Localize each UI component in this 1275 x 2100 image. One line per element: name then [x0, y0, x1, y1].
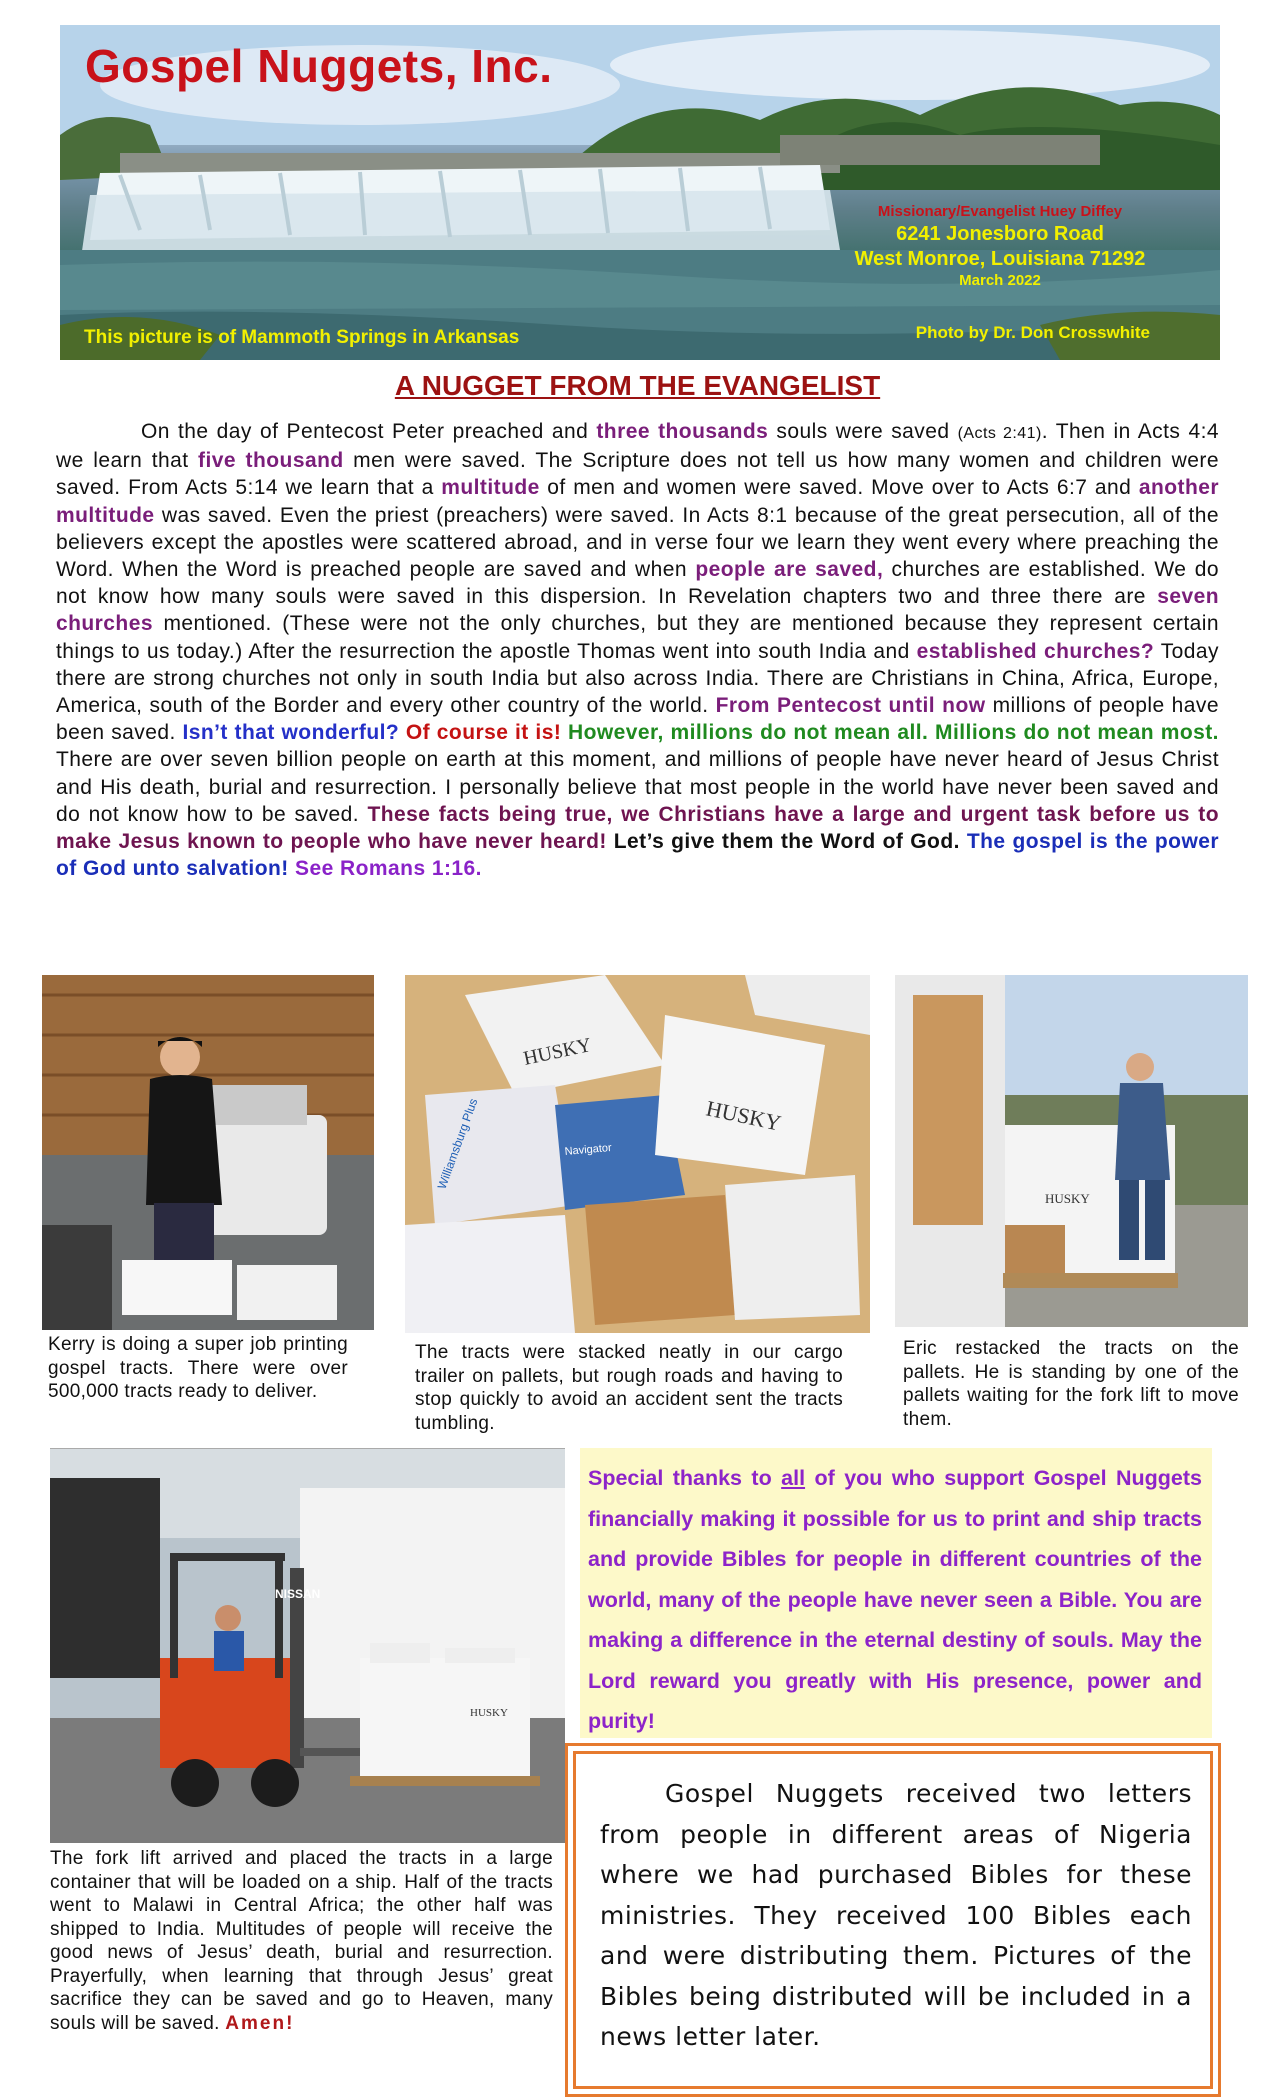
- caption-forklift: [50, 1847, 553, 2035]
- thanks-text: [588, 1458, 1202, 1742]
- article-text: was saved. Even the priest (preachers) were saved. In Acts 8:1 because of the great persecution, all of the believers except the apostles were scattered abroad, and in verse four we learn they went every where preaching the Word. When the Word is preached people are saved and when: [56, 503, 1219, 582]
- caption-forklift-text: The fork lift arrived and placed the tracts in a large container that will be loaded on a ship. Half of the tracts went to Malawi in Central Africa; the other half was shipped to India. Multitudes of people will receive the good news of Jesus’ death, burial and resurrection. Prayerfully, when learning that through Jesus’ great sacrifice they can be saved and go to Heaven, many souls will be saved.: [50, 1848, 553, 2034]
- article-highlight: Of course it is!: [405, 721, 562, 745]
- article-text: souls were saved: [768, 420, 958, 443]
- article-highlight: people are saved,: [695, 558, 884, 582]
- navigator-label: Navigator: [564, 1141, 613, 1158]
- article-highlight: three thousands: [596, 420, 769, 443]
- article-text: . Then in Acts 4:4 we learn that: [56, 420, 1220, 473]
- article-highlight: established churches?: [916, 639, 1155, 663]
- article-highlight: The gospel is the power of God unto salvation!: [56, 830, 1219, 881]
- thanks-text-part2: of you who support Gospel Nuggets financially making it possible for us to print and ship tracts and provide Bibles for people in different countries of the world, many of the people have never seen a Bible. You are making a difference in the eternal destiny of souls. May the Lord reward you greatly with His presence, power and purity!: [588, 1466, 1202, 1733]
- husky-label: HUSKY: [470, 1707, 508, 1719]
- article-text: mentioned. (These were not the only churches, but they are mentioned because they represent certain things to us today.) After the resurrection the apostle Thomas went into south India and: [56, 612, 1219, 663]
- article-text: On the day of Pentecost Peter preached and: [141, 420, 597, 443]
- thanks-emphasis: all: [781, 1466, 806, 1490]
- article-body: [56, 418, 1219, 882]
- photo-credit: Photo by Dr. Don Crosswhite: [915, 323, 1150, 342]
- newsletter-title: Gospel Nuggets, Inc.: [85, 40, 553, 92]
- photo-forklift: [50, 1448, 565, 1843]
- husky-label: HUSKY: [703, 1095, 784, 1136]
- article-text: of men and women were saved. Move over to Acts 6:7 and: [539, 476, 1139, 500]
- photo-tumbled-tracts: [405, 975, 870, 1333]
- article-highlight: Let’s give them the Word of God.: [613, 830, 960, 854]
- article-highlight: See Romans 1:16.: [295, 857, 482, 881]
- city-address: West Monroe, Louisiana 71292: [854, 247, 1146, 270]
- article-highlight: five thousand: [198, 449, 344, 473]
- header-banner: [60, 25, 1220, 360]
- thanks-box: [580, 1448, 1212, 1738]
- picture-caption: This picture is of Mammoth Springs in Arkansas: [84, 327, 520, 348]
- caption-eric: Eric restacked the tracts on the pallets. He is standing by one of the pallets waiting for the fork lift to move them.: [903, 1338, 1239, 1430]
- article-highlight: Isn’t that wonderful?: [182, 721, 400, 745]
- photo-kerry-printing: [42, 975, 374, 1330]
- nissan-label: NISSAN: [275, 1587, 321, 1601]
- photo-eric-restacked: [895, 975, 1248, 1327]
- article-heading: A NUGGET FROM THE EVANGELIST: [394, 370, 881, 401]
- amen-text: Amen!: [225, 2012, 295, 2034]
- article-text: [960, 830, 967, 853]
- issue-date: March 2022: [959, 271, 1041, 289]
- article-text: men were saved. The Scripture does not tell us how many women and children were saved. From Acts 5:14 we learn that a: [56, 449, 1219, 500]
- article-text: millions of people have been saved.: [56, 694, 1219, 745]
- article-highlight: However, millions do not mean all. Millions do not mean most.: [567, 721, 1219, 745]
- article-text: churches are established. We do not know how many souls were saved in this dispersion. In Revelation chapters two and three there are: [56, 558, 1219, 609]
- caption-kerry: Kerry is doing a super job printing gospel tracts. There were over 500,000 tracts ready to deliver.: [48, 1334, 348, 1402]
- article-highlight: multitude: [441, 476, 540, 500]
- husky-label: HUSKY: [1045, 1191, 1090, 1206]
- evangelist-role: Missionary/Evangelist Huey Diffey: [877, 203, 1123, 220]
- article-highlight: These facts being true, we Christians have a large and urgent task before us to make Jesus known to people who have never heard!: [56, 802, 1219, 854]
- article-text: [607, 830, 614, 853]
- nigeria-letters-box: [573, 1751, 1213, 2089]
- article-highlight: another multitude: [56, 476, 1219, 527]
- caption-tumbled-tracts: The tracts were stacked neatly in our cargo trailer on pallets, but rough roads and having to stop quickly to avoid an accident sent the tracts tumbling.: [415, 1342, 843, 1434]
- article-text: (Acts 2:41): [957, 425, 1042, 442]
- street-address: 6241 Jonesboro Road: [896, 222, 1104, 245]
- article-highlight: seven churches: [56, 585, 1219, 636]
- nigeria-text-body: Gospel Nuggets received two letters from people in different areas of Nigeria where we had purchased Bibles for these ministries. They received 100 Bibles each and were distributing them. Pictures of the Bibles being distributed will be included in a news letter later.: [600, 1779, 1192, 2051]
- article-text: [561, 721, 568, 744]
- article-text: There are over seven billion people on earth at this moment, and millions of people have never heard of Jesus Christ and His death, burial and resurrection. I personally believe that most people in the world have never been saved and do not know how to be saved.: [56, 748, 1219, 826]
- nigeria-text: [600, 1774, 1192, 2058]
- paper-brand-label: Williamsburg Plus: [434, 1096, 481, 1192]
- address-block: [810, 203, 1190, 291]
- article-text: [399, 721, 406, 744]
- thanks-text-part1: Special thanks to: [588, 1466, 782, 1490]
- article-text: Today there are strong churches not only in south India but also across India. There are Christians in China, Africa, Europe, America, south of the Border and every other country of the world.: [56, 639, 1220, 718]
- article-highlight: From Pentecost until now: [715, 694, 986, 718]
- husky-label: HUSKY: [521, 1034, 594, 1070]
